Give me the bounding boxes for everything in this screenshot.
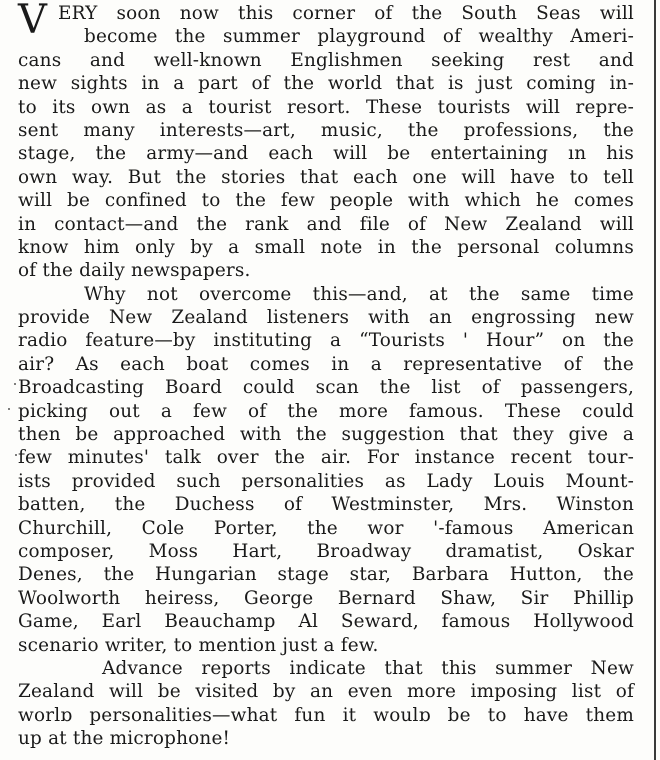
- text-line: will be confined to the few people with which he comes: [18, 190, 634, 212]
- text-line: sent many interests—art, music, the professions, the: [18, 119, 634, 141]
- text-line: new sights in a part of the world that is just coming in-: [18, 73, 634, 95]
- text-line: composer, Moss Hart, Broadway dramatist, Oskar: [18, 540, 634, 562]
- text-line: to its own as a tourist resort. These tourists will repre-: [18, 96, 634, 118]
- print-speck: [8, 408, 10, 410]
- text-line: scenario writer, to mention just a few.: [18, 634, 379, 656]
- text-line: Denes, the Hungarian stage star, Barbara Hutton, the: [18, 564, 634, 586]
- text-line: become the summer playground of wealthy Ameri-: [84, 26, 634, 48]
- text-line: know him only by a small note in the personal columns: [18, 236, 634, 258]
- print-speck: [15, 454, 17, 456]
- text-line: worlɒ personalities—what fun it woulɒ be to have them: [18, 704, 634, 726]
- text-line: up at the microphone!: [18, 728, 231, 750]
- text-line: cans and well-known Englishmen seeking rest and: [18, 49, 634, 71]
- paragraph-2: [18, 283, 634, 657]
- text-line: air? As each boat comes in a representative of the: [18, 353, 634, 375]
- text-line: batten, the Duchess of Westminster, Mrs. Winston: [18, 494, 634, 516]
- text-line: stage, the army—and each will be entertaining ın his: [18, 143, 634, 165]
- drop-cap: V: [18, 0, 47, 43]
- text-line: ists provided such personalities as Lady Louis Mount-: [18, 470, 634, 492]
- text-line: Broadcasting Board could scan the list of passengers,: [18, 377, 634, 399]
- text-line: own way. But the stories that each one will have to tell: [18, 166, 634, 188]
- print-speck: [14, 383, 16, 385]
- text-line: radio feature—by instituting a “Tourists ' Hour” on the: [18, 330, 634, 352]
- text-line: few minutes' talk over the air. For instance recent tour-: [18, 447, 634, 469]
- text-line: Advance reports indicate that this summer New: [102, 657, 634, 679]
- text-line: ERY soon now this corner of the South Seas will: [58, 3, 634, 24]
- text-line: picking out a few of the more famous. These could: [18, 400, 634, 422]
- paragraph-3: [18, 657, 634, 751]
- text-line: Why not overcome this—and, at the same time: [84, 283, 634, 305]
- paragraph-1: [18, 2, 634, 283]
- text-line: Game, Earl Beauchamp Al Seward, famous Hollywood: [18, 611, 634, 633]
- column-rule: [654, 0, 656, 760]
- text-line: then be approached with the suggestion that they give a: [18, 424, 634, 446]
- text-line: in contact—and the rank and file of New Zealand will: [18, 213, 634, 235]
- article-column: [18, 2, 634, 751]
- text-line: Zealand will be visited by an even more imposing list of: [18, 681, 634, 703]
- text-line: of the daily newspapers.: [18, 260, 251, 282]
- text-line: Churchill, Cole Porter, the wor '-famous American: [18, 517, 634, 539]
- text-line: Woolworth heiress, George Bernard Shaw, Sir Phillip: [18, 587, 634, 609]
- text-line: provide New Zealand listeners with an engrossing new: [18, 307, 634, 329]
